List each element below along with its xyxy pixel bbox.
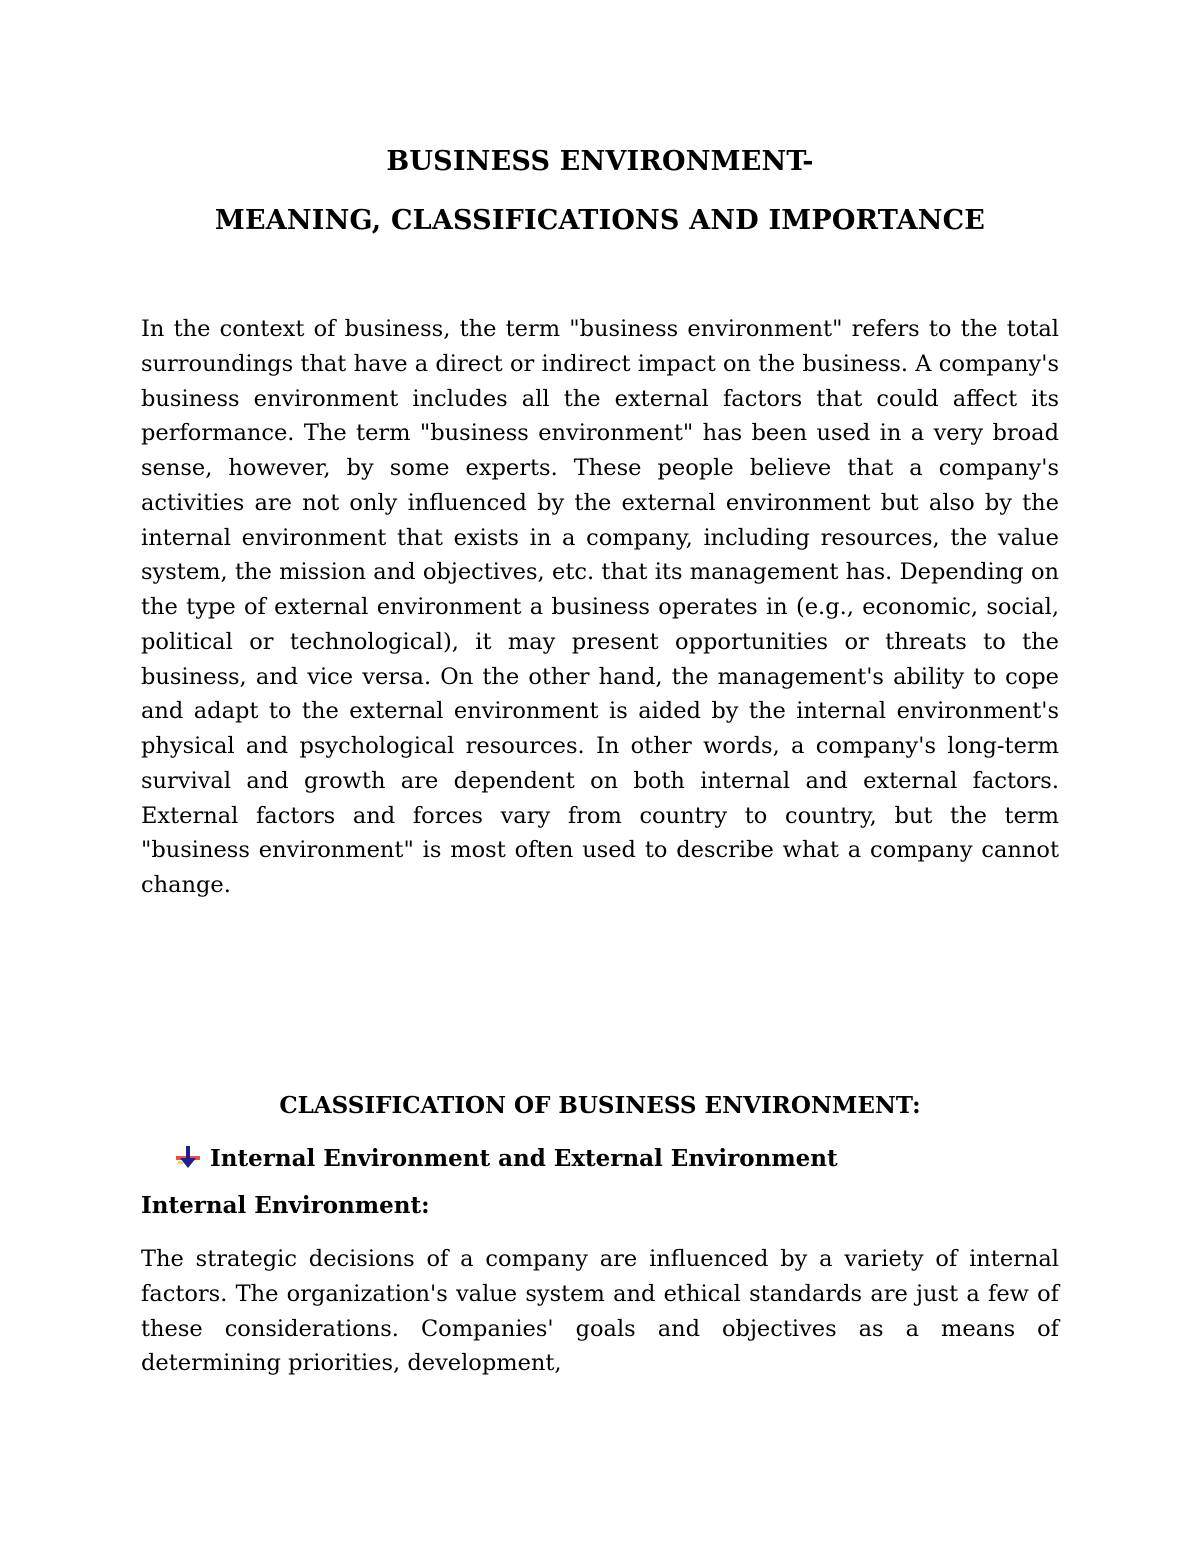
- internal-environment-paragraph: The strategic decisions of a company are influenced by a variety of internal factors. The organization's value system and ethical standards are just a few of these considerations. Companies' goals and objectives as a means of determining priorities, development,: [141, 1246, 1059, 1377]
- document-title-line-2: MEANING, CLASSIFICATIONS AND IMPORTANCE: [214, 205, 986, 236]
- intro-paragraph: In the context of business, the term "business environment" refers to the total surroundings that have a direct or indirect impact on the business. A company's business environment includes all the external factors that could affect its performance. The term "business environment" has been used in a very broad sense, however, by some experts. These people believe that a company's activities are not only influenced by the external environment but also by the internal environment that exists in a company, including resources, the value system, the mission and objectives, etc. that its management has. Depending on the type of external environment a business operates in (e.g., economic, social, political or technological), it may present opportunities or threats to the business, and vice versa. On the other hand, the management's ability to cope and adapt to the external environment is aided by the internal environment's physical and psychological resources. In other words, a company's long-term survival and growth are dependent on both internal and external factors. External factors and forces vary from country to country, but the term "business environment" is most often used to describe what a company cannot change.: [141, 316, 1059, 898]
- internal-environment-heading: Internal Environment:: [141, 1192, 430, 1219]
- bullet-label: Internal Environment and External Environment: [210, 1144, 838, 1172]
- bullet-item: [174, 1142, 838, 1174]
- classification-heading: CLASSIFICATION OF BUSINESS ENVIRONMENT:: [279, 1092, 921, 1119]
- document-title-line-1: BUSINESS ENVIRONMENT-: [386, 146, 814, 177]
- arrow-bullet-icon: [174, 1144, 202, 1172]
